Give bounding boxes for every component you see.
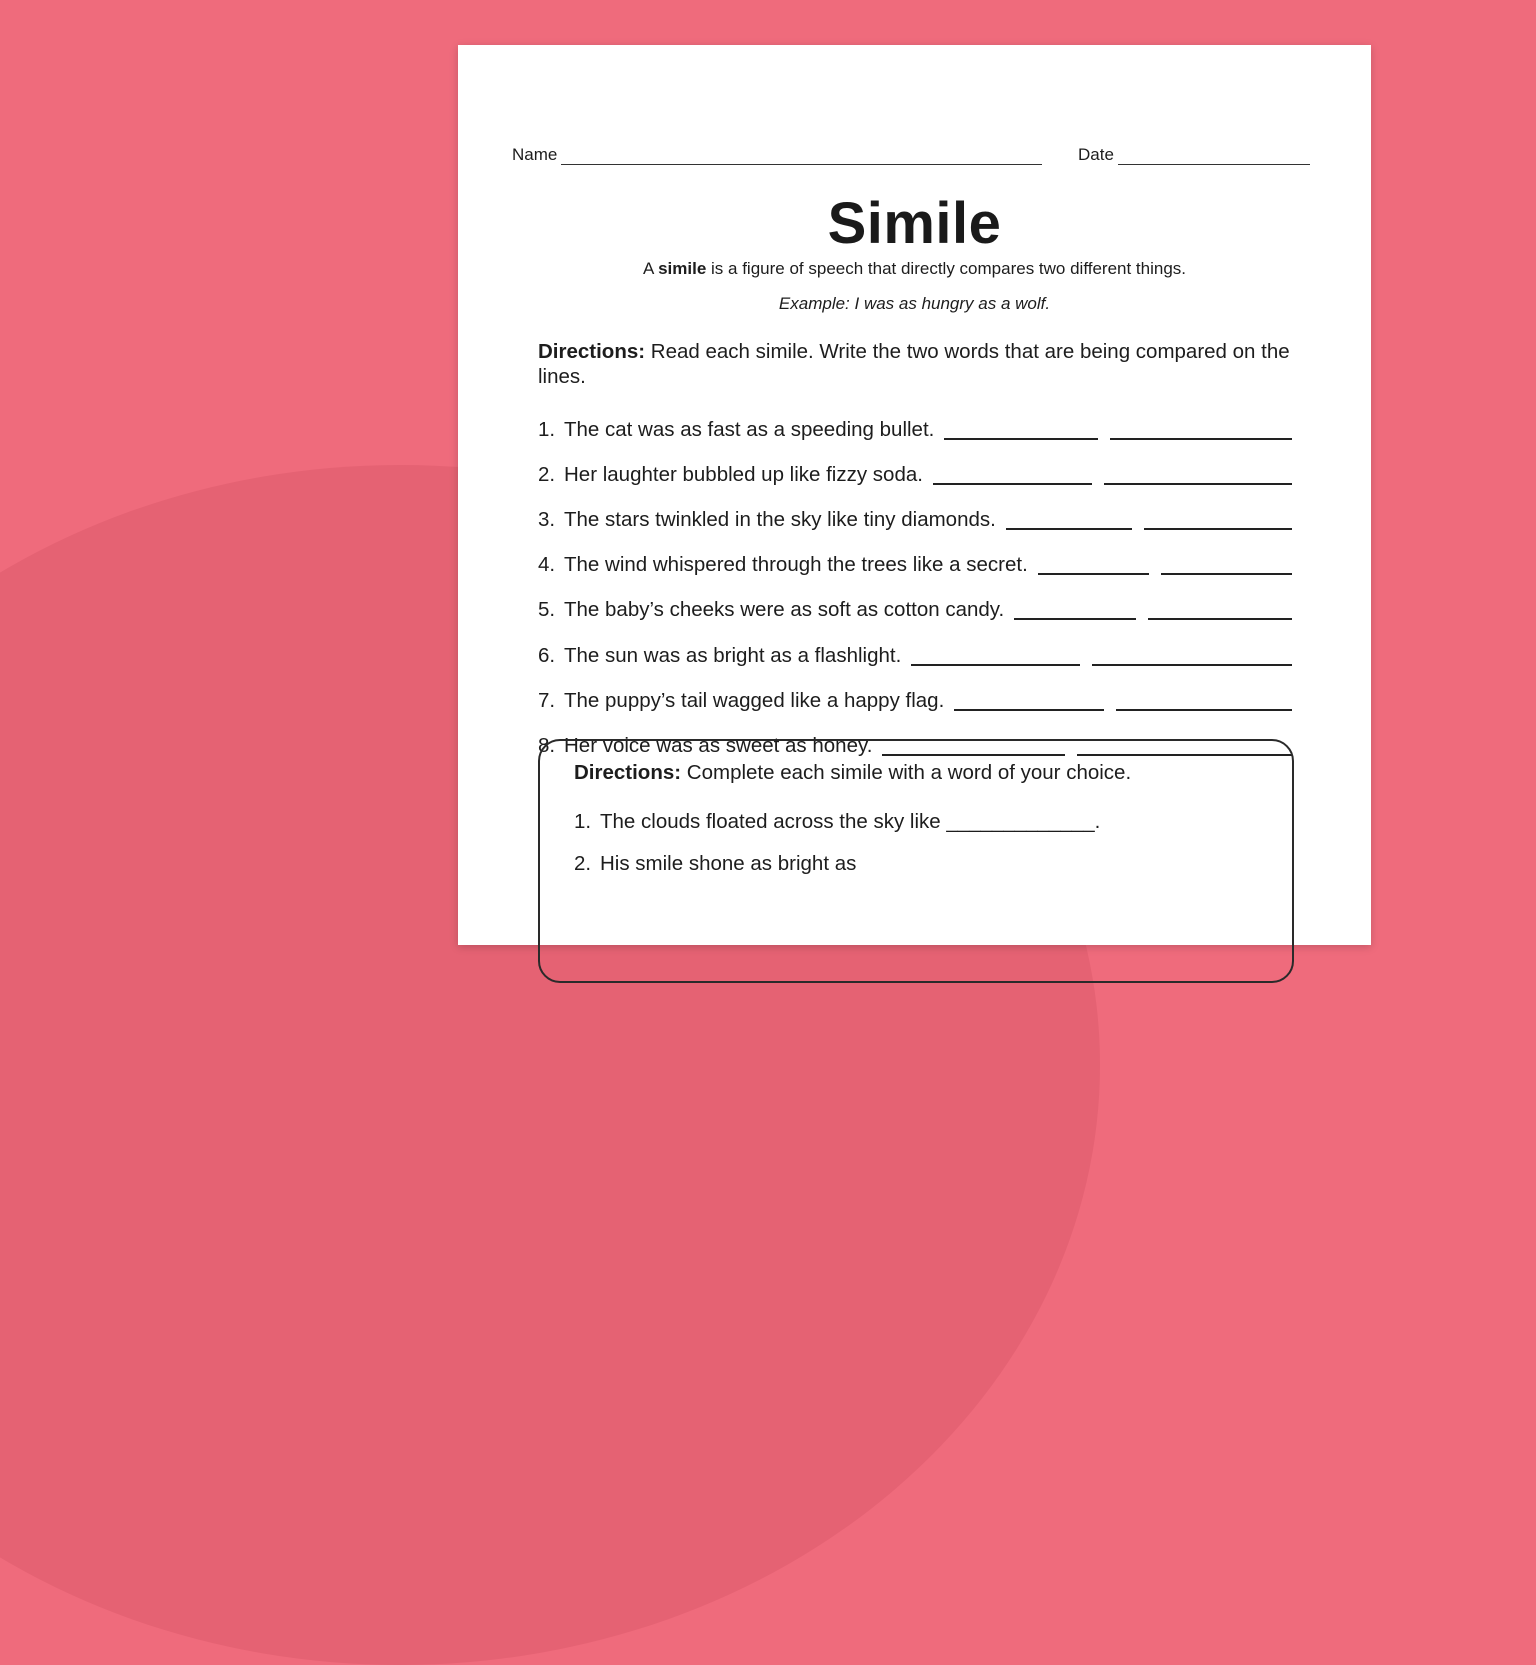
list-item xyxy=(538,497,1292,542)
list-item xyxy=(538,452,1292,497)
answer-line-1[interactable] xyxy=(933,483,1092,485)
list-item xyxy=(538,678,1292,723)
answer-line-2[interactable] xyxy=(1116,709,1292,711)
answer-line-1[interactable] xyxy=(954,709,1103,711)
answer-line-2[interactable] xyxy=(1110,438,1292,440)
list-item xyxy=(574,843,1100,885)
completion-list xyxy=(574,801,1100,885)
answer-line-1[interactable] xyxy=(911,664,1080,666)
item-text: The puppy’s tail wagged like a happy flag. xyxy=(564,688,945,712)
item-number: 5. xyxy=(538,598,556,622)
answer-line-1[interactable] xyxy=(944,438,1098,440)
answer-line-1[interactable] xyxy=(1038,573,1149,575)
list-item xyxy=(538,543,1292,588)
definition-term: simile xyxy=(658,259,707,278)
item-number: 6. xyxy=(538,643,556,667)
directions-label: Directions: xyxy=(574,761,682,784)
name-label: Name xyxy=(512,145,558,164)
list-item xyxy=(538,407,1292,452)
answer-line-2[interactable] xyxy=(1148,618,1292,620)
definition-text xyxy=(458,259,1371,279)
answer-line-1[interactable] xyxy=(1014,618,1136,620)
item-text: Her voice was as sweet as honey. xyxy=(564,733,873,757)
worksheet-title: Simile xyxy=(827,191,1002,256)
answer-line-2[interactable] xyxy=(1144,528,1292,530)
example-text: Example: I was as hungry as a wolf. xyxy=(778,294,1051,313)
item-text: The stars twinkled in the sky like tiny diamonds. xyxy=(564,507,996,531)
directions-text: Read each simile. Write the two words that are being compared on the lines. xyxy=(538,340,1290,388)
answer-line-1[interactable] xyxy=(1006,528,1132,530)
item-number: 1. xyxy=(574,810,592,833)
item-text: The baby’s cheeks were as soft as cotton candy. xyxy=(564,598,1005,622)
answer-line-2[interactable] xyxy=(1104,483,1292,485)
item-text: The cat was as fast as a speeding bullet. xyxy=(564,417,935,441)
date-line[interactable] xyxy=(1118,150,1310,165)
section2-directions xyxy=(574,761,1131,785)
definition-prefix: A xyxy=(642,259,654,278)
item-number: 3. xyxy=(538,507,556,531)
item-number: 7. xyxy=(538,688,556,712)
item-text: The wind whispered through the trees like a secret. xyxy=(564,553,1028,577)
item-text: His smile shone as bright as xyxy=(600,852,857,875)
item-text: The sun was as bright as a flashlight. xyxy=(564,643,902,667)
section1-directions xyxy=(538,339,1298,389)
item-text: Her laughter bubbled up like fizzy soda. xyxy=(564,462,923,486)
worksheet-page xyxy=(458,45,1371,945)
name-line[interactable] xyxy=(561,150,1042,165)
item-number: 1. xyxy=(538,417,556,441)
completion-box xyxy=(538,739,1294,983)
date-label: Date xyxy=(1078,145,1114,164)
list-item xyxy=(538,588,1292,633)
item-number: 8. xyxy=(538,733,556,757)
item-number: 4. xyxy=(538,553,556,577)
definition-rest: is a figure of speech that directly compares two different things. xyxy=(711,259,1187,278)
answer-line-2[interactable] xyxy=(1161,573,1292,575)
directions-text: Complete each simile with a word of your choice. xyxy=(686,761,1132,784)
directions-label: Directions: xyxy=(538,340,646,363)
item-number: 2. xyxy=(574,852,592,875)
item-text: The clouds floated across the sky like _____________. xyxy=(600,810,1101,833)
item-number: 2. xyxy=(538,462,556,486)
list-item xyxy=(574,801,1100,843)
simile-list xyxy=(538,407,1292,769)
answer-line-2[interactable] xyxy=(1092,664,1292,666)
name-field-row xyxy=(512,145,1042,165)
date-field-row xyxy=(1078,145,1310,165)
list-item xyxy=(538,633,1292,678)
